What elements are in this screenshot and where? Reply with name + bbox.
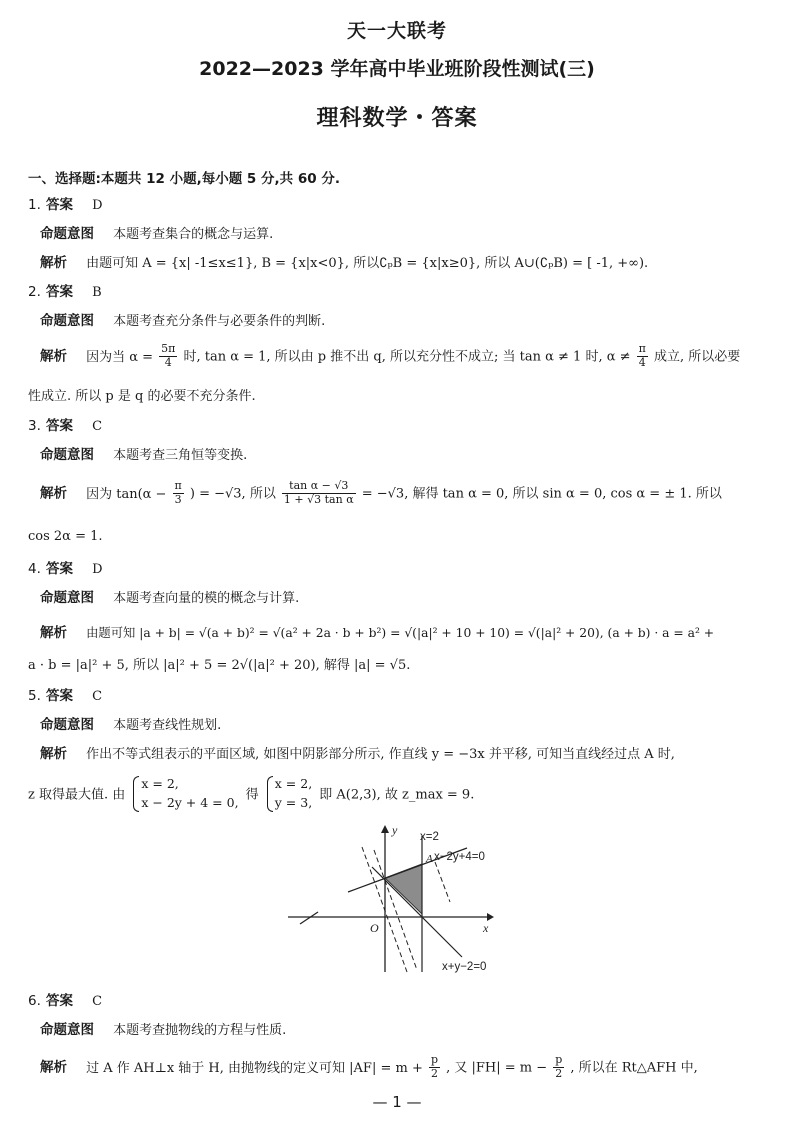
item-5-answer-row xyxy=(28,684,102,704)
item-5-intent-row xyxy=(40,713,221,733)
answer-label: 答案 xyxy=(45,197,73,213)
numerator: p xyxy=(555,1053,563,1066)
denominator: 1 + √3 tan α xyxy=(283,492,354,506)
analysis-text: 由题可知 |a + b| = √(a + b)² = √(a² + 2a · b + b²) = √(|a|² + 10 + 10) = √(|a|² + 20), (a + b) · a = a² + xyxy=(86,626,715,640)
equation: x = 2, xyxy=(274,776,313,791)
equation: x − 2y + 4 = 0, xyxy=(141,794,239,810)
answer-value: C xyxy=(92,419,103,434)
analysis-text: , 又 |FH| = m − xyxy=(446,1060,548,1076)
item-number: 5. xyxy=(28,688,41,704)
intent-text: 本题考查抛物线的方程与性质. xyxy=(113,1023,287,1038)
answer-label: 答案 xyxy=(45,561,73,577)
analysis-text: 过 A 作 AH⊥x 轴于 H, 由抛物线的定义可知 |AF| = m + xyxy=(86,1060,423,1076)
intent-label: 命题意图 xyxy=(40,590,94,606)
item-4-intent-row xyxy=(40,586,299,606)
analysis-text: ) = −√3, 所以 xyxy=(189,486,276,502)
equation-system xyxy=(132,775,238,813)
fraction xyxy=(637,343,648,369)
x-axis-label: x xyxy=(483,921,489,935)
item-number: 3. xyxy=(28,418,41,434)
answer-label: 答案 xyxy=(45,284,73,300)
item-5-analysis-row xyxy=(40,742,675,762)
answer-label: 答案 xyxy=(45,688,73,704)
title-line2: 2022—2023 学年高中毕业班阶段性测试(三) xyxy=(199,58,595,80)
analysis-text: 作出不等式组表示的平面区域, 如图中阴影部分所示, 作直线 y = −3x 并平移, 可知当直线经过点 A 时, xyxy=(86,747,675,762)
fraction xyxy=(173,480,184,506)
y-axis-arrow xyxy=(381,825,389,833)
analysis-text: = −√3, 解得 tan α = 0, 所以 sin α = 0, cos α = ± 1. 所以 xyxy=(361,486,722,502)
fraction xyxy=(429,1054,440,1080)
analysis-text: 因为当 α = xyxy=(86,349,154,365)
intent-text: 本题考查三角恒等变换. xyxy=(113,448,248,463)
item-4-analysis-row xyxy=(40,621,714,641)
intent-text: 本题考查向量的模的概念与计算. xyxy=(113,591,300,606)
item-1-analysis-row xyxy=(40,251,648,271)
denominator: 3 xyxy=(174,492,182,506)
answer-label: 答案 xyxy=(45,993,73,1009)
line-l2-label: x+y−2=0 xyxy=(442,961,487,973)
denominator: 2 xyxy=(430,1066,438,1080)
item-3-analysis-row xyxy=(40,480,722,506)
intent-label: 命题意图 xyxy=(40,313,94,329)
intent-label: 命题意图 xyxy=(40,226,94,242)
intent-label: 命题意图 xyxy=(40,717,94,733)
analysis-label: 解析 xyxy=(40,625,67,641)
analysis-text: 成立, 所以必要 xyxy=(653,349,741,365)
item-5-analysis-line2 xyxy=(28,775,474,813)
analysis-text: , 所以在 Rt△AFH 中, xyxy=(570,1060,698,1076)
item-4-answer-row xyxy=(28,557,103,577)
analysis-label: 解析 xyxy=(40,746,67,762)
analysis-text: 即 A(2,3), 故 z_max = 9. xyxy=(319,787,475,803)
item-number: 2. xyxy=(28,284,41,300)
item-6-answer-row xyxy=(28,989,102,1009)
numerator: p xyxy=(430,1053,438,1066)
analysis-label: 解析 xyxy=(40,255,67,271)
line-x2-label: x=2 xyxy=(420,831,439,843)
item-6-intent-row xyxy=(40,1018,286,1038)
section-heading: 一、选择题:本题共 12 小题,每小题 5 分,共 60 分. xyxy=(28,171,340,187)
numerator: π xyxy=(174,479,182,492)
point-a-label: A xyxy=(426,853,433,865)
item-1-answer-row xyxy=(28,193,103,213)
item-2-analysis-line2: 性成立. 所以 p 是 q 的必要不充分条件. xyxy=(28,389,256,404)
item-4-analysis-line2: a · b = |a|² + 5, 所以 |a|² + 5 = 2√(|a|² + 20), 解得 |a| = √5. xyxy=(28,658,411,673)
intent-label: 命题意图 xyxy=(40,447,94,463)
denominator: 4 xyxy=(164,355,172,369)
intent-label: 命题意图 xyxy=(40,1022,94,1038)
numerator: tan α − √3 xyxy=(282,480,356,494)
fraction xyxy=(553,1054,564,1080)
y-axis-label: y xyxy=(392,823,398,837)
item-number: 4. xyxy=(28,561,41,577)
analysis-label: 解析 xyxy=(40,348,67,365)
analysis-label: 解析 xyxy=(40,485,67,502)
linear-programming-figure xyxy=(282,822,512,982)
answer-label: 答案 xyxy=(45,418,73,434)
equation: x = 2, xyxy=(141,776,179,791)
analysis-text: 得 xyxy=(245,787,259,803)
analysis-text: z 取得最大值. 由 xyxy=(28,787,126,803)
intent-text: 本题考查集合的概念与运算. xyxy=(113,227,274,242)
equation: y = 3, xyxy=(274,794,313,810)
item-1-intent-row xyxy=(40,222,273,242)
answer-value: D xyxy=(92,562,103,577)
item-3-intent-row xyxy=(40,443,247,463)
answer-value: B xyxy=(92,285,102,300)
item-2-analysis-row xyxy=(40,343,740,369)
analysis-text: 因为 tan(α − xyxy=(86,486,167,502)
analysis-text: 时, tan α = 1, 所以由 p 推不出 q, 所以充分性不成立; 当 tan α ≠ 1 时, α ≠ xyxy=(183,349,631,365)
item-number: 1. xyxy=(28,197,41,213)
title-line1: 天一大联考 xyxy=(346,20,447,42)
analysis-text: 由题可知 A = {x| -1≤x≤1}, B = {x|x<0}, 所以∁ₚB = {x|x≥0}, 所以 A∪(∁ₚB) = [ -1, +∞). xyxy=(86,256,649,271)
numerator: 5π xyxy=(161,342,176,355)
numerator: π xyxy=(638,342,646,355)
objective-line-dashed xyxy=(435,862,450,902)
item-number: 6. xyxy=(28,993,41,1009)
item-3-analysis-line2: cos 2α = 1. xyxy=(28,529,103,544)
origin-label: O xyxy=(370,921,379,935)
page-number: — 1 — xyxy=(372,1093,422,1111)
axis-break-mark xyxy=(300,912,318,924)
fraction xyxy=(159,343,177,369)
equation-system xyxy=(266,775,312,813)
intent-text: 本题考查充分条件与必要条件的判断. xyxy=(113,314,326,329)
denominator: 2 xyxy=(555,1066,563,1080)
intent-text: 本题考查线性规划. xyxy=(113,718,222,733)
denominator: 4 xyxy=(638,355,646,369)
item-2-intent-row xyxy=(40,309,325,329)
answer-value: C xyxy=(92,689,103,704)
item-3-answer-row xyxy=(28,414,102,434)
line-l1-label: x−2y+4=0 xyxy=(434,851,485,863)
answer-value: C xyxy=(92,994,103,1009)
x-axis-arrow xyxy=(487,913,494,921)
title-line3: 理科数学・答案 xyxy=(316,106,478,131)
item-2-answer-row xyxy=(28,280,102,300)
item-6-analysis-row xyxy=(40,1054,698,1080)
answer-value: D xyxy=(92,198,103,213)
fraction xyxy=(282,480,356,506)
analysis-label: 解析 xyxy=(40,1059,67,1076)
